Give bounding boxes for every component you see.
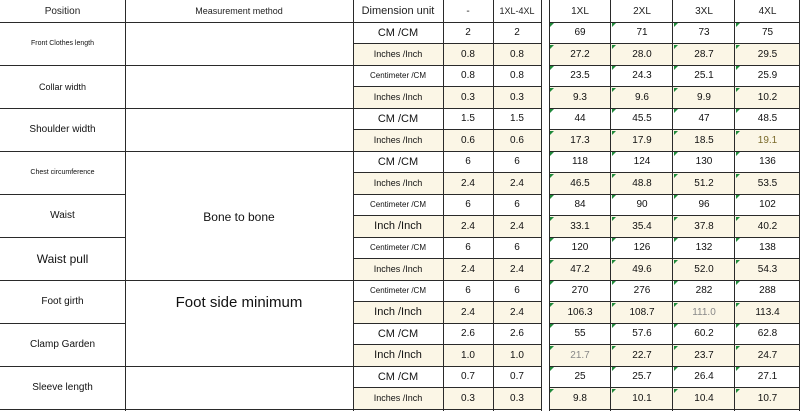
cell-comment-marker [612, 109, 616, 113]
cell-comment-marker [736, 109, 740, 113]
size-value: 113.4 [755, 306, 780, 318]
unit-label: Centimeter /CM [369, 286, 426, 296]
grid-line [549, 129, 800, 130]
tolerance-value: 0.7 [461, 371, 475, 383]
cell-comment-marker [550, 174, 554, 178]
grid-line [353, 409, 541, 410]
size-value: 48.8 [632, 177, 652, 189]
grid-line [353, 86, 541, 87]
cell-comment-marker [550, 217, 554, 221]
unit-label: Inches /Inch [373, 135, 423, 146]
grid-line [353, 387, 541, 388]
grid-line [125, 65, 353, 66]
grid-line [549, 301, 800, 302]
grid-line [549, 280, 800, 281]
grid-line [549, 22, 800, 23]
size-value: 132 [695, 242, 713, 254]
cell-comment-marker [736, 281, 740, 285]
cell-comment-marker [612, 66, 616, 70]
size-value: 47.2 [570, 263, 590, 275]
size-value: 130 [695, 156, 713, 168]
cell-comment-marker [674, 367, 678, 371]
tolerance-value: 0.8 [461, 70, 475, 82]
grid-line [353, 129, 541, 130]
size-value: 24.7 [757, 349, 778, 361]
tolerance-value: 2.6 [510, 328, 524, 340]
size-value: 44 [574, 113, 586, 125]
header-size-3xl: 3XL [695, 5, 713, 17]
cell-comment-marker [736, 152, 740, 156]
grid-line [734, 0, 735, 411]
unit-label: Inch /Inch [374, 349, 422, 362]
size-value: 120 [571, 242, 589, 254]
grid-line [549, 65, 800, 66]
size-value: 25.9 [757, 70, 778, 82]
size-value: 45.5 [632, 113, 652, 125]
unit-label: CM /CM [377, 112, 419, 125]
unit-label: CM /CM [377, 327, 419, 340]
size-value: 18.5 [694, 134, 714, 146]
cell-comment-marker [736, 131, 740, 135]
size-value: 54.3 [757, 263, 778, 275]
header-tolerance-range: 1XL-4XL [499, 6, 535, 16]
grid-line [125, 409, 353, 410]
cell-comment-marker [736, 88, 740, 92]
size-value: 33.1 [570, 220, 590, 232]
position-name: Front Clothes length [30, 40, 95, 47]
cell-comment-marker [736, 174, 740, 178]
size-value: 62.8 [757, 328, 778, 340]
size-value: 118 [572, 156, 588, 168]
size-value: 270 [571, 285, 589, 297]
grid-line [353, 194, 541, 195]
cell-comment-marker [612, 152, 616, 156]
position-name: Collar width [38, 81, 87, 92]
header-size-1xl: 1XL [571, 5, 589, 17]
size-value: 37.8 [694, 220, 714, 232]
size-value: 73 [698, 27, 710, 39]
grid-line [125, 151, 353, 152]
header-tolerance-dash: - [466, 5, 470, 17]
size-value: 55 [574, 328, 586, 340]
size-value: 96 [698, 199, 710, 211]
cell-comment-marker [612, 281, 616, 285]
grid-line [549, 323, 800, 324]
size-value: 106.3 [567, 306, 593, 318]
grid-line [672, 0, 673, 411]
size-value: 10.4 [694, 392, 714, 404]
cell-comment-marker [736, 260, 740, 264]
size-value: 22.7 [632, 349, 652, 361]
cell-comment-marker [612, 389, 616, 393]
tolerance-value: 6 [514, 242, 520, 254]
unit-label: Inches /Inch [373, 393, 423, 404]
cell-comment-marker [674, 174, 678, 178]
cell-comment-marker [674, 281, 678, 285]
unit-label: Centimeter /CM [369, 243, 426, 253]
grid-line [0, 151, 125, 152]
unit-label: Inch /Inch [374, 306, 422, 319]
cell-comment-marker [612, 238, 616, 242]
size-value: 10.7 [757, 392, 778, 404]
size-value: 9.9 [697, 91, 711, 103]
cell-comment-marker [674, 152, 678, 156]
tolerance-value: 2.4 [510, 177, 524, 189]
cell-comment-marker [550, 324, 554, 328]
tolerance-value: 2.4 [461, 177, 475, 189]
header-size-2xl: 2XL [633, 5, 651, 17]
method-note-bone-to-bone: Bone to bone [203, 209, 275, 224]
grid-line [353, 344, 541, 345]
grid-line [549, 194, 800, 195]
size-value: 124 [633, 156, 651, 168]
size-value: 136 [759, 156, 776, 168]
size-value: 71 [636, 27, 648, 39]
cell-comment-marker [736, 238, 740, 242]
tolerance-value: 2.4 [510, 306, 524, 318]
position-name: Waist [50, 210, 75, 221]
grid-line [610, 0, 611, 411]
size-value: 28.7 [694, 48, 714, 60]
cell-comment-marker [550, 109, 554, 113]
grid-line [0, 366, 125, 367]
position-name: Sleeve length [32, 382, 93, 393]
grid-line [353, 108, 541, 109]
tolerance-value: 0.8 [461, 48, 475, 60]
size-value: 35.4 [632, 220, 652, 232]
cell-comment-marker [612, 346, 616, 350]
grid-line [0, 108, 125, 109]
grid-line [0, 280, 125, 281]
cell-comment-marker [674, 238, 678, 242]
size-value: 25.7 [632, 371, 652, 383]
tolerance-value: 2 [465, 27, 471, 39]
tolerance-value: 1.0 [461, 349, 475, 361]
grid-line [549, 172, 800, 173]
cell-comment-marker [674, 109, 678, 113]
grid-line [353, 172, 541, 173]
position-name: Waist pull [36, 251, 89, 266]
grid-line [549, 387, 800, 388]
tolerance-value: 0.3 [461, 91, 475, 103]
cell-comment-marker [550, 238, 554, 242]
tolerance-value: 1.5 [461, 113, 475, 125]
grid-line [353, 366, 541, 367]
size-value: 21.7 [570, 349, 590, 361]
grid-line [0, 65, 125, 66]
unit-label: CM /CM [377, 370, 419, 383]
grid-line [353, 65, 541, 66]
header-dimension-unit: Dimension unit [361, 5, 435, 17]
unit-label: CM /CM [377, 26, 419, 39]
size-value: 47 [698, 113, 710, 125]
cell-comment-marker [612, 131, 616, 135]
grid-line [125, 0, 126, 411]
cell-comment-marker [674, 260, 678, 264]
size-value: 57.6 [632, 328, 652, 340]
grid-line [549, 0, 550, 411]
size-value: 28.0 [632, 48, 652, 60]
size-value: 23.5 [570, 70, 590, 82]
cell-comment-marker [674, 346, 678, 350]
grid-line [549, 43, 800, 44]
unit-label: Centimeter /CM [369, 71, 426, 81]
tolerance-value: 0.6 [461, 134, 475, 146]
tolerance-value: 6 [465, 285, 471, 297]
grid-line [0, 409, 125, 410]
size-value: 108.7 [629, 306, 655, 318]
tolerance-value: 2.4 [461, 220, 475, 232]
unit-label: Inches /Inch [373, 178, 423, 189]
cell-comment-marker [674, 195, 678, 199]
grid-line [125, 108, 353, 109]
cell-comment-marker [674, 23, 678, 27]
size-value: 49.6 [632, 263, 652, 275]
grid-line [541, 0, 542, 411]
tolerance-value: 2.4 [461, 306, 475, 318]
grid-line [353, 323, 541, 324]
cell-comment-marker [550, 131, 554, 135]
cell-comment-marker [550, 45, 554, 49]
cell-comment-marker [612, 303, 616, 307]
size-value: 102 [759, 199, 776, 211]
grid-line [549, 237, 800, 238]
cell-comment-marker [736, 303, 740, 307]
grid-line [353, 215, 541, 216]
size-value: 9.3 [573, 91, 587, 103]
unit-label: Inch /Inch [374, 220, 422, 233]
tolerance-value: 0.8 [510, 70, 524, 82]
cell-comment-marker [612, 45, 616, 49]
cell-comment-marker [550, 281, 554, 285]
size-value: 29.5 [757, 48, 778, 60]
tolerance-value: 2 [514, 27, 520, 39]
size-value: 75 [761, 27, 774, 39]
cell-comment-marker [674, 389, 678, 393]
tolerance-value: 6 [465, 242, 471, 254]
size-value: 9.6 [635, 91, 649, 103]
size-value: 25.1 [694, 70, 714, 82]
size-value: 60.2 [694, 328, 714, 340]
size-value: 48.5 [757, 113, 778, 125]
cell-comment-marker [550, 88, 554, 92]
cell-comment-marker [612, 23, 616, 27]
header-size-4xl: 4XL [758, 5, 777, 17]
size-value: 111.0 [692, 306, 716, 318]
grid-line [353, 151, 541, 152]
cell-comment-marker [674, 45, 678, 49]
cell-comment-marker [674, 324, 678, 328]
cell-comment-marker [736, 195, 740, 199]
size-value: 19.1 [757, 134, 778, 146]
size-value: 40.2 [757, 220, 778, 232]
position-name: Foot girth [41, 296, 84, 307]
cell-comment-marker [550, 152, 554, 156]
size-value: 69 [574, 27, 586, 39]
size-value: 10.2 [757, 91, 778, 103]
tolerance-value: 0.3 [461, 392, 475, 404]
grid-line [353, 0, 354, 411]
grid-line [549, 151, 800, 152]
tolerance-value: 0.3 [510, 392, 524, 404]
cell-comment-marker [736, 324, 740, 328]
cell-comment-marker [736, 23, 740, 27]
tolerance-value: 6 [514, 156, 520, 168]
size-value: 27.1 [757, 371, 778, 383]
size-value: 23.7 [694, 349, 714, 361]
cell-comment-marker [550, 23, 554, 27]
tolerance-value: 0.7 [510, 371, 524, 383]
grid-line [549, 215, 800, 216]
cell-comment-marker [736, 217, 740, 221]
cell-comment-marker [736, 389, 740, 393]
cell-comment-marker [550, 346, 554, 350]
size-value: 26.4 [694, 371, 714, 383]
grid-line [353, 258, 541, 259]
size-value: 25 [574, 371, 586, 383]
grid-line [353, 43, 541, 44]
grid-line [549, 344, 800, 345]
size-value: 9.8 [573, 392, 587, 404]
cell-comment-marker [612, 367, 616, 371]
tolerance-value: 6 [514, 285, 520, 297]
grid-line [125, 366, 353, 367]
cell-comment-marker [550, 367, 554, 371]
cell-comment-marker [612, 217, 616, 221]
position-name: Chest circumference [30, 169, 95, 176]
grid-line [549, 409, 800, 410]
cell-comment-marker [612, 260, 616, 264]
size-value: 126 [633, 242, 651, 254]
tolerance-value: 0.3 [510, 91, 524, 103]
tolerance-value: 1.0 [510, 349, 524, 361]
position-name: Shoulder width [29, 124, 96, 135]
size-value: 17.3 [570, 134, 590, 146]
size-value: 46.5 [570, 177, 590, 189]
tolerance-value: 2.4 [461, 263, 475, 275]
unit-label: Centimeter /CM [369, 200, 426, 210]
cell-comment-marker [612, 174, 616, 178]
cell-comment-marker [550, 303, 554, 307]
size-value: 17.9 [632, 134, 652, 146]
size-value: 10.1 [632, 392, 652, 404]
cell-comment-marker [674, 88, 678, 92]
header-position: Position [44, 5, 81, 17]
size-value: 53.5 [757, 177, 778, 189]
cell-comment-marker [736, 66, 740, 70]
cell-comment-marker [550, 389, 554, 393]
tolerance-value: 1.5 [510, 113, 524, 125]
grid-line [0, 237, 125, 238]
tolerance-value: 6 [465, 156, 471, 168]
tolerance-value: 6 [465, 199, 471, 211]
cell-comment-marker [674, 217, 678, 221]
tolerance-value: 0.6 [510, 134, 524, 146]
size-value: 84 [574, 199, 586, 211]
grid-line [353, 280, 541, 281]
size-value: 288 [759, 285, 776, 297]
cell-comment-marker [674, 131, 678, 135]
tolerance-value: 6 [514, 199, 520, 211]
grid-line [0, 323, 125, 324]
tolerance-value: 0.8 [510, 48, 524, 60]
unit-label: Inches /Inch [373, 92, 423, 103]
size-value: 24.3 [632, 70, 652, 82]
cell-comment-marker [612, 324, 616, 328]
grid-line [353, 237, 541, 238]
cell-comment-marker [736, 367, 740, 371]
grid-line [0, 22, 541, 23]
header-measurement-method: Measurement method [195, 6, 283, 16]
unit-label: Inches /Inch [373, 49, 423, 60]
cell-comment-marker [550, 66, 554, 70]
grid-line [549, 366, 800, 367]
cell-comment-marker [550, 195, 554, 199]
cell-comment-marker [612, 195, 616, 199]
cell-comment-marker [736, 45, 740, 49]
method-note-foot-side-minimum: Foot side minimum [175, 294, 303, 311]
grid-line [125, 280, 353, 281]
grid-line [0, 194, 125, 195]
unit-label: CM /CM [377, 155, 419, 168]
cell-comment-marker [550, 260, 554, 264]
position-name: Clamp Garden [29, 339, 96, 350]
cell-comment-marker [736, 346, 740, 350]
size-value: 282 [695, 285, 713, 297]
size-value: 27.2 [570, 48, 590, 60]
grid-line [549, 86, 800, 87]
cell-comment-marker [674, 66, 678, 70]
tolerance-value: 2.4 [510, 220, 524, 232]
cell-comment-marker [612, 88, 616, 92]
grid-line [549, 258, 800, 259]
grid-line [549, 108, 800, 109]
grid-line [493, 0, 494, 411]
unit-label: Inches /Inch [373, 264, 423, 275]
size-value: 51.2 [694, 177, 714, 189]
cell-comment-marker [674, 303, 678, 307]
size-value: 138 [759, 242, 776, 254]
size-value: 90 [636, 199, 648, 211]
size-value: 276 [633, 285, 651, 297]
size-value: 52.0 [694, 263, 714, 275]
tolerance-value: 2.6 [461, 328, 475, 340]
grid-line [443, 0, 444, 411]
tolerance-value: 2.4 [510, 263, 524, 275]
grid-line [353, 301, 541, 302]
